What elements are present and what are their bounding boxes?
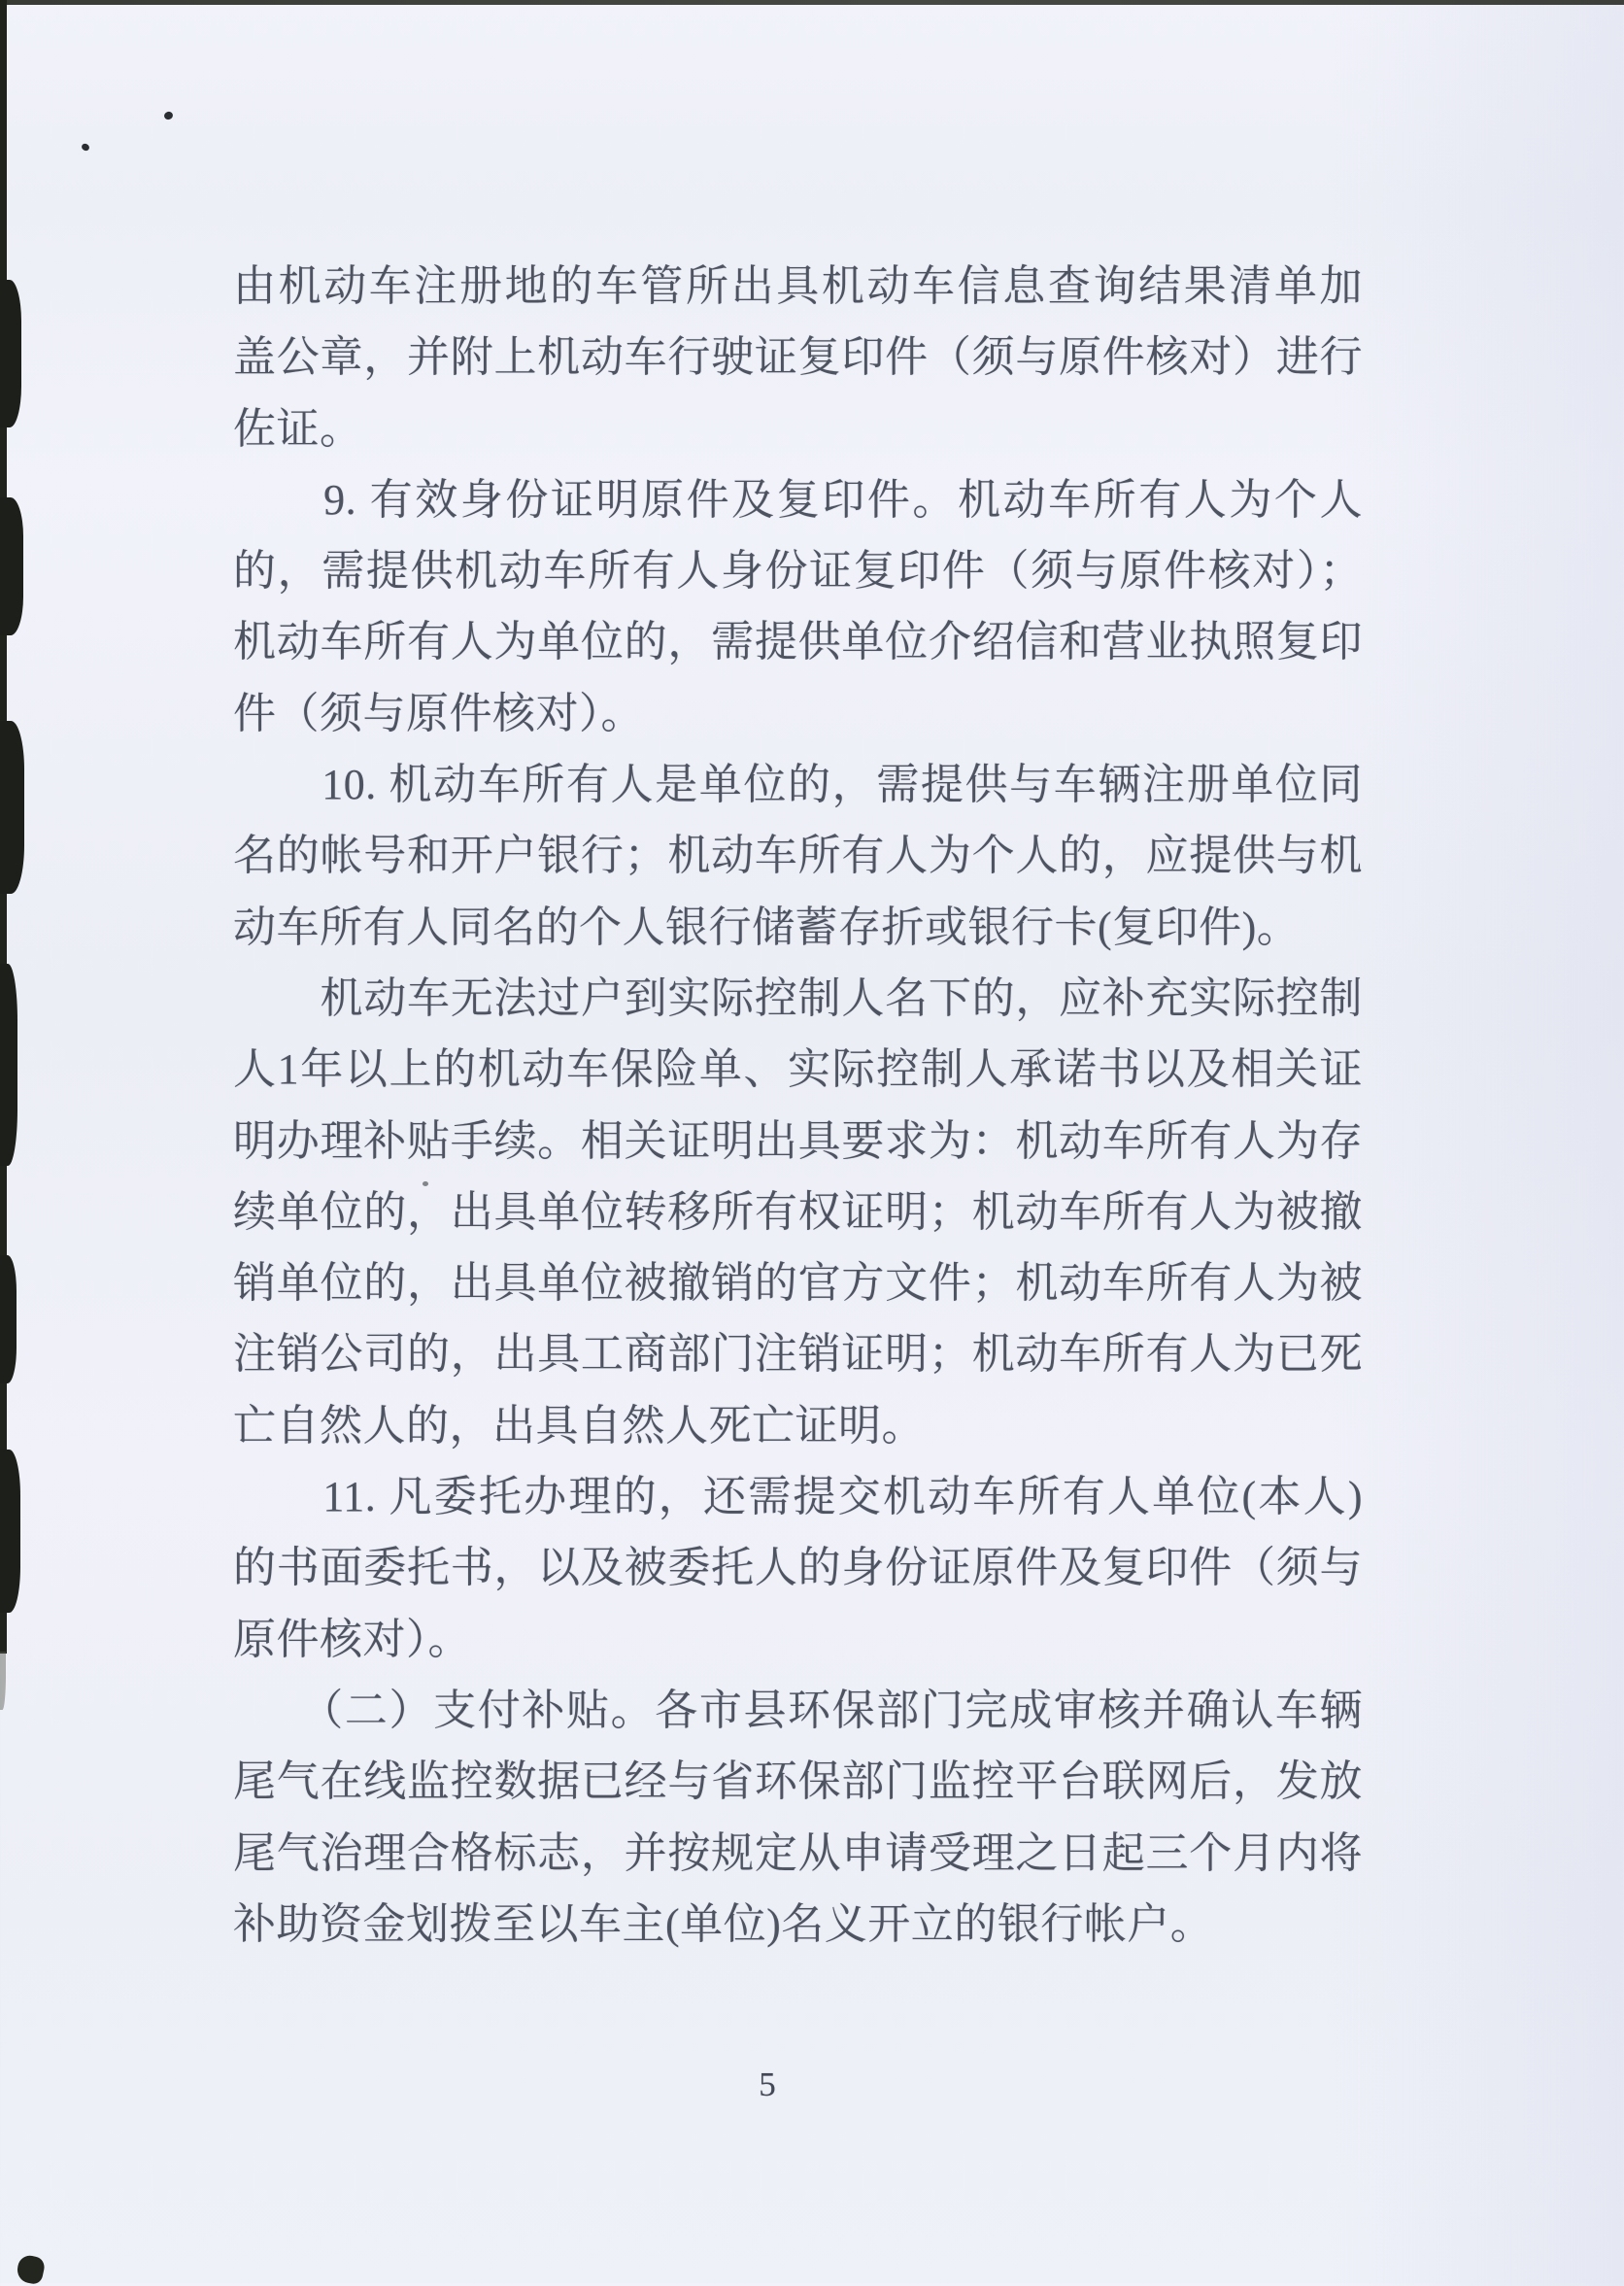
text-line: 名的帐号和开户银行；机动车所有人为个人的，应提供与机 bbox=[233, 832, 1363, 880]
text-line: 续单位的，出具单位转移所有权证明；机动车所有人为被撤 bbox=[233, 1187, 1363, 1236]
ink-speck bbox=[81, 143, 90, 153]
text-line: 机动车所有人为单位的，需提供单位介绍信和营业执照复印 bbox=[233, 618, 1363, 666]
text-line: 10. 机动车所有人是单位的，需提供与车辆注册单位同 bbox=[233, 761, 1363, 809]
text-line: 由机动车注册地的车管所出具机动车信息查询结果清单加 bbox=[233, 262, 1363, 310]
text-line: 销单位的，出具单位被撤销的官方文件；机动车所有人为被 bbox=[233, 1259, 1363, 1308]
scan-left-blob-artifact bbox=[0, 721, 24, 894]
scan-top-edge-artifact bbox=[0, 0, 1624, 5]
text-line: 11. 凡委托办理的，还需提交机动车所有人单位(本人) bbox=[233, 1473, 1363, 1521]
text-line: 人1年以上的机动车保险单、实际控制人承诺书以及相关证 bbox=[233, 1045, 1363, 1094]
scan-left-edge-fade-artifact bbox=[0, 1652, 6, 1710]
text-line: 注销公司的，出具工商部门注销证明；机动车所有人为已死 bbox=[233, 1330, 1363, 1379]
text-line: 的书面委托书，以及被委托人的身份证原件及复印件（须与 bbox=[233, 1544, 1363, 1592]
scan-left-blob-artifact bbox=[0, 1450, 20, 1613]
text-line: （二）支付补贴。各市县环保部门完成审核并确认车辆 bbox=[233, 1686, 1363, 1734]
text-line: 明办理补贴手续。相关证明出具要求为：机动车所有人为存 bbox=[233, 1116, 1363, 1165]
scan-left-blob-artifact bbox=[0, 497, 23, 635]
scan-left-blob-artifact bbox=[0, 1255, 17, 1383]
text-line: 原件核对）。 bbox=[233, 1615, 471, 1663]
text-line: 盖公章，并附上机动车行驶证复印件（须与原件核对）进行 bbox=[233, 333, 1363, 382]
text-line: 机动车无法过户到实际控制人名下的，应补充实际控制 bbox=[233, 973, 1363, 1022]
text-line: 的，需提供机动车所有人身份证复印件（须与原件核对）； bbox=[233, 547, 1363, 596]
scan-left-blob-artifact bbox=[0, 280, 21, 427]
scan-bottom-left-mark bbox=[15, 2253, 46, 2285]
scan-left-blob-artifact bbox=[0, 964, 17, 1166]
document-text-block bbox=[233, 251, 1363, 1960]
text-line: 动车所有人同名的个人银行储蓄存折或银行卡(复印件)。 bbox=[233, 903, 1301, 951]
ink-speck bbox=[163, 111, 174, 121]
text-line: 件（须与原件核对）。 bbox=[233, 689, 644, 737]
text-line: 补助资金划拨至以车主(单位)名义开立的银行帐户。 bbox=[233, 1899, 1214, 1948]
text-line: 佐证。 bbox=[233, 404, 363, 453]
text-line: 尾气治理合格标志，并按规定从申请受理之日起三个月内将 bbox=[233, 1828, 1363, 1877]
page-number: 5 bbox=[759, 2065, 776, 2103]
text-line: 亡自然人的，出具自然人死亡证明。 bbox=[233, 1401, 925, 1450]
text-line: 9. 有效身份证明原件及复印件。机动车所有人为个人 bbox=[233, 475, 1363, 524]
text-line: 尾气在线监控数据已经与省环保部门监控平台联网后，发放 bbox=[233, 1757, 1363, 1806]
